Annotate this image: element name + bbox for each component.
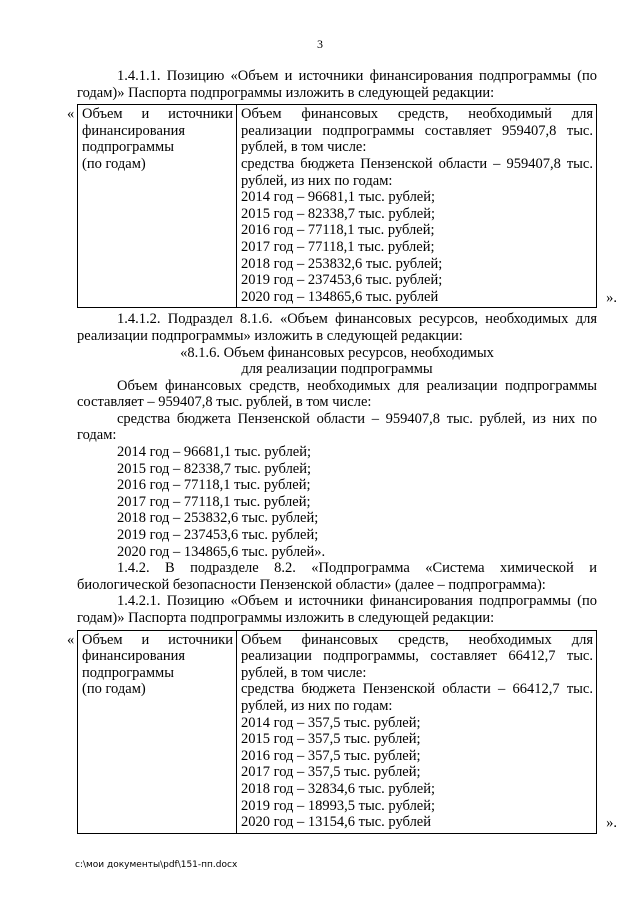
year-line: 2019 год – 18993,5 тыс. рублей; <box>241 797 436 814</box>
label-line: финансирования <box>82 648 186 665</box>
year-line: 2016 год – 357,5 тыс. рублей; <box>241 747 421 764</box>
funding-intro: Объем финансовых средств, необходимых для реализации подпрограммы, составляет 66412,7 тыс. рублей, в том числе: <box>241 631 593 681</box>
quote-close: ». <box>606 289 617 306</box>
year-line: 2018 год – 253832,6 тыс. рублей; <box>241 255 443 272</box>
year-line: 2015 год – 82338,7 тыс. рублей; <box>241 205 436 222</box>
year-line: 2020 год – 134865,6 тыс. рублей <box>241 288 439 305</box>
year-line: 2020 год – 13154,6 тыс. рублей <box>241 814 432 831</box>
paragraph-1-4-2: 1.4.2. В подразделе 8.2. «Подпрограмма «Система химической и биологической безопасности Пензенской области» (далее – подпрограмма): <box>77 560 597 593</box>
paragraph-1-4-1-2: 1.4.1.2. Подраздел 8.1.6. «Объем финансовых ресурсов, необходимых для реализации подпрограммы» изложить в следующей редакции: <box>77 311 597 344</box>
table-value-cell <box>237 105 597 308</box>
quote-open: « <box>67 631 75 648</box>
year-line: 2017 год – 357,5 тыс. рублей; <box>241 764 421 781</box>
paragraph-budget: средства бюджета Пензенской области – 959407,8 тыс. рублей, из них по годам: <box>77 410 597 444</box>
table-value-cell <box>237 630 597 833</box>
section-heading: «8.1.6. Объем финансовых ресурсов, необходимых <box>180 344 494 361</box>
year-line: 2014 год – 357,5 тыс. рублей; <box>241 714 421 731</box>
year-line: 2018 год – 253832,6 тыс. рублей; <box>117 510 319 527</box>
year-line: 2015 год – 357,5 тыс. рублей; <box>241 731 421 748</box>
year-line: 2014 год – 96681,1 тыс. рублей; <box>241 189 436 206</box>
paragraph-1-4-1-1: 1.4.1.1. Позицию «Объем и источники финансирования подпрограммы (по годам)» Паспорта подпрограммы изложить в следующей редакции: <box>77 68 597 101</box>
year-line: 2016 год – 77118,1 тыс. рублей; <box>117 477 311 494</box>
funding-intro: Объем финансовых средств, необходимый для реализации подпрограммы составляет 959407,8 тыс. рублей, в том числе: <box>241 106 593 156</box>
funding-table-2 <box>67 630 617 834</box>
label-line: финансирования <box>82 122 186 139</box>
regional-budget: средства бюджета Пензенской области – 959407,8 тыс. рублей, из них по годам: <box>241 155 593 189</box>
file-path-footer: c:\мои документы\pdf\151-пп.docx <box>75 860 238 870</box>
label-line: подпрограммы <box>82 139 174 156</box>
paragraph-volume: Объем финансовых средств, необходимых для реализации подпрограммы составляет – 959407,8 тыс. рублей, в том числе: <box>77 377 597 411</box>
year-line: 2018 год – 32834,6 тыс. рублей; <box>241 780 436 797</box>
quote-open: « <box>67 106 75 123</box>
regional-budget: средства бюджета Пензенской области – 66412,7 тыс. рублей, из них по годам: <box>241 681 593 714</box>
quote-close: ». <box>606 815 617 832</box>
section-heading: для реализации подпрограммы <box>241 361 433 378</box>
year-line: 2017 год – 77118,1 тыс. рублей; <box>241 238 435 255</box>
label-line: Объем и источники <box>82 106 233 123</box>
paragraph-1-4-2-1: 1.4.2.1. Позицию «Объем и источники финансирования подпрограммы (по годам)» Паспорта подпрограммы изложить в следующей редакции: <box>77 593 597 626</box>
label-line: Объем и источники <box>82 631 233 648</box>
year-line: 2016 год – 77118,1 тыс. рублей; <box>241 222 435 239</box>
year-line: 2015 год – 82338,7 тыс. рублей; <box>117 460 312 477</box>
document-body <box>67 68 617 837</box>
label-line: (по годам) <box>82 155 146 172</box>
year-line: 2020 год – 134865,6 тыс. рублей». <box>117 543 326 560</box>
year-line: 2019 год – 237453,6 тыс. рублей; <box>117 527 319 544</box>
year-line: 2014 год – 96681,1 тыс. рублей; <box>117 444 312 461</box>
funding-table-1 <box>67 104 617 308</box>
label-line: подпрограммы <box>82 664 174 681</box>
year-line: 2019 год – 237453,6 тыс. рублей; <box>241 272 443 289</box>
label-line: (по годам) <box>82 681 146 698</box>
table-label-cell <box>78 105 237 308</box>
page-number: 3 <box>317 37 323 51</box>
table-label-cell <box>78 630 237 833</box>
year-line: 2017 год – 77118,1 тыс. рублей; <box>117 493 311 510</box>
